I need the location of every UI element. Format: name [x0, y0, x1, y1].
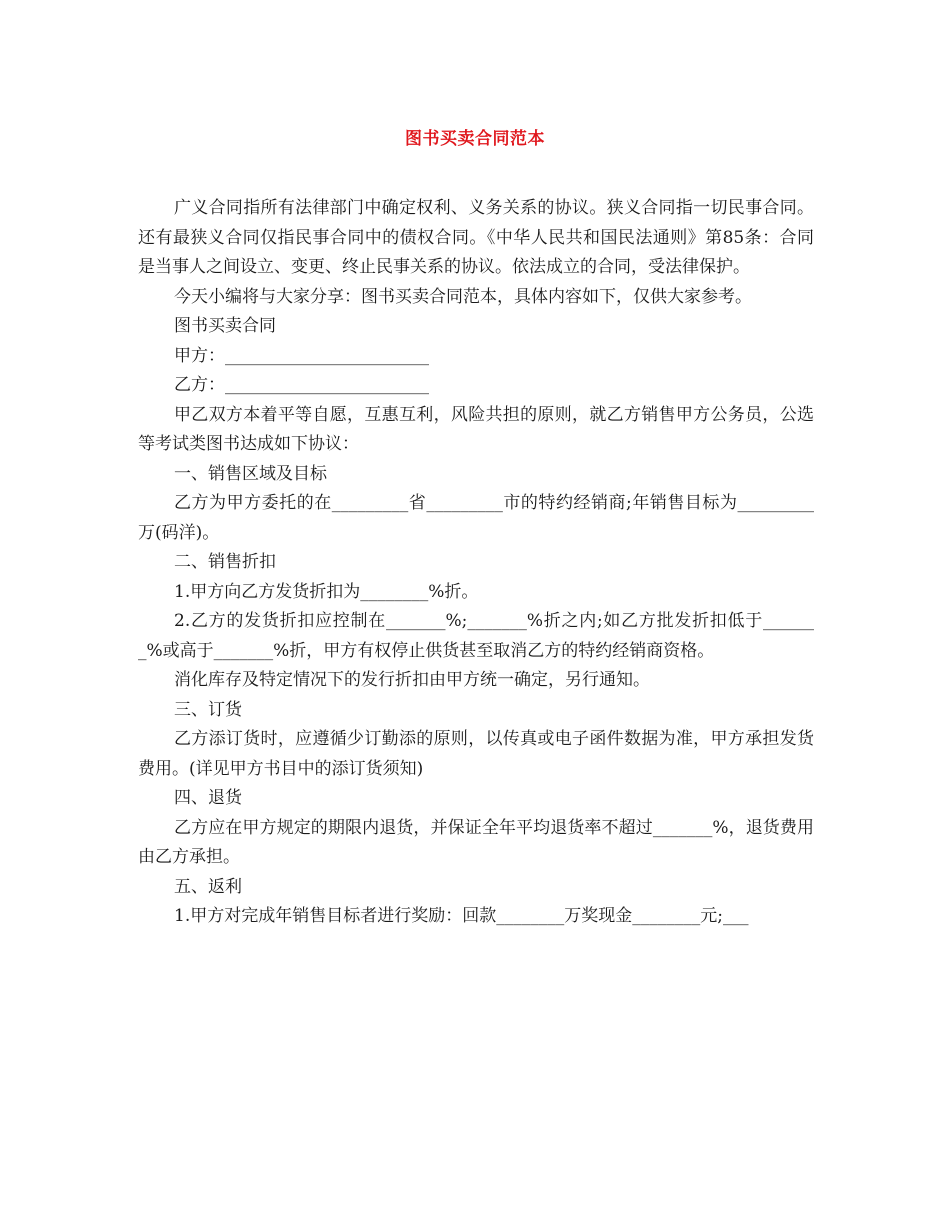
sales-region-paragraph: 乙方为甲方委托的在_________省_________市的特约经销商;年销售目标为_________万(码洋)。: [138, 493, 814, 543]
share-paragraph: 今天小编将与大家分享：图书买卖合同范本，具体内容如下，仅供大家参考。: [174, 286, 752, 307]
returns-paragraph: 乙方应在甲方规定的期限内退货，并保证全年平均退货率不超过_______%，退货费用由乙方承担。: [138, 817, 814, 867]
section-heading-3: 三、订货: [174, 699, 242, 720]
discount-clause-2: 2.乙方的发货折扣应控制在_______%;_______%折之内;如乙方批发折扣低于_______%或高于_______%折，甲方有权停止供货甚至取消乙方的特约经销商资格。: [138, 611, 814, 661]
rebate-clause-1: 1.甲方对完成年销售目标者进行奖励：回款________万奖现金________元;___: [174, 906, 749, 926]
document-title: 图书买卖合同范本: [405, 129, 545, 149]
section-heading-2: 二、销售折扣: [174, 552, 276, 572]
party-a-line: 甲方：________________________: [174, 345, 429, 366]
contract-heading: 图书买卖合同: [174, 316, 276, 336]
section-heading-5: 五、返利: [174, 876, 242, 897]
section-heading-4: 四、退货: [174, 788, 242, 808]
document-body: [138, 194, 814, 932]
intro-paragraph: 广义合同指所有法律部门中确定权利、义务关系的协议。狭义合同指一切民事合同。还有最狭义合同仅指民事合同中的债权合同。《中华人民共和国民法通则》第85条：合同是当事人之间设立、变更、终止民事关系的协议。依法成立的合同，受法律保护。: [138, 198, 814, 277]
section-heading-1: 一、销售区域及目标: [174, 463, 327, 484]
ordering-paragraph: 乙方添订货时，应遵循少订勤添的原则，以传真或电子函件数据为准，甲方承担发货费用。(详见甲方书目中的添订货须知): [138, 729, 814, 779]
preamble-paragraph: 甲乙双方本着平等自愿，互惠互利，风险共担的原则，就乙方销售甲方公务员，公选等考试类图书达成如下协议：: [138, 404, 814, 454]
inventory-paragraph: 消化库存及特定情况下的发行折扣由甲方统一确定，另行通知。: [174, 670, 650, 690]
party-b-line: 乙方：________________________: [174, 375, 429, 395]
discount-clause-1: 1.甲方向乙方发货折扣为________%折。: [174, 581, 479, 602]
